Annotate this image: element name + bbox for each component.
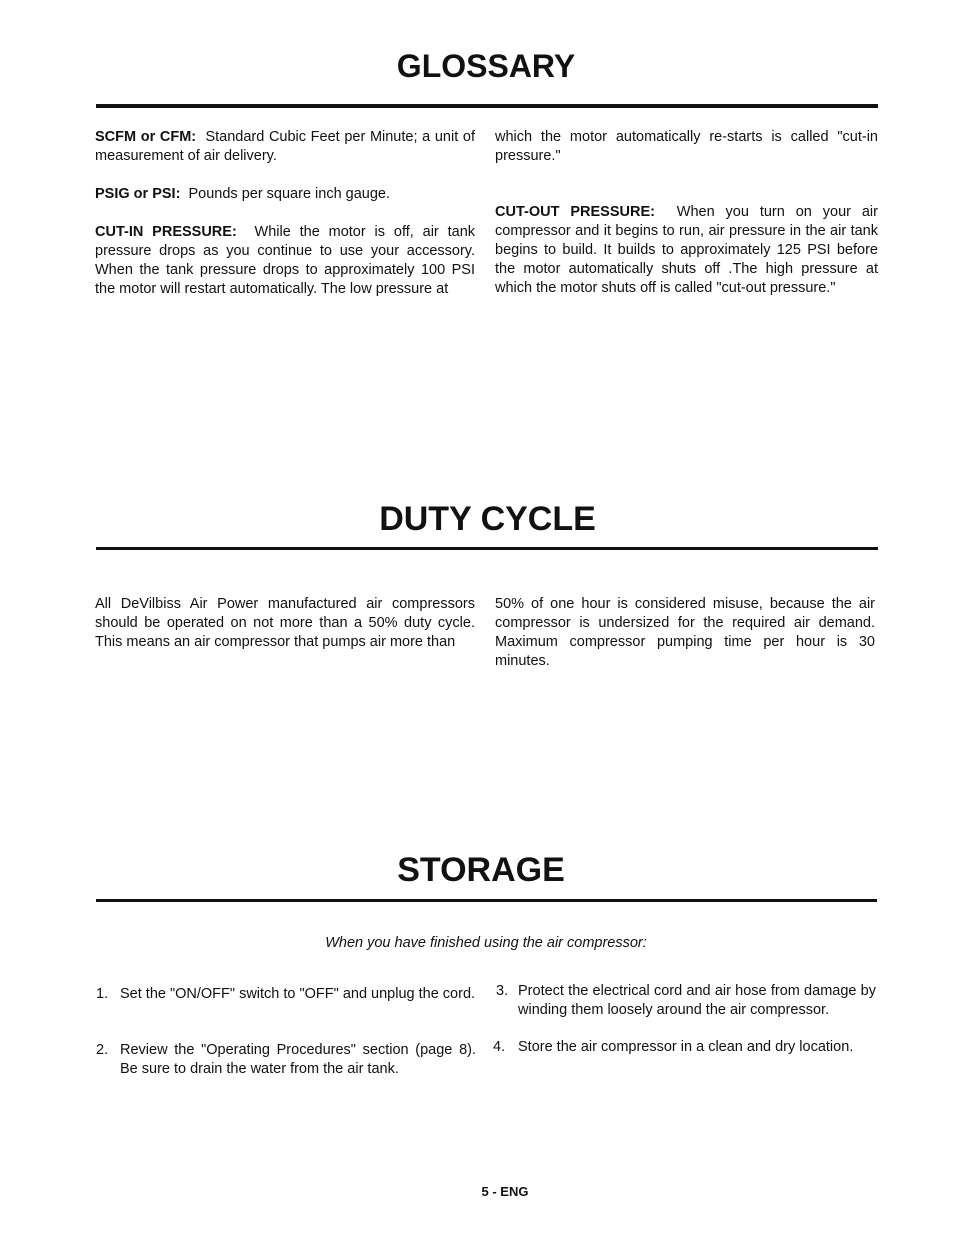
duty-cycle-title: DUTY CYCLE (379, 500, 596, 538)
step-number: 4. (493, 1039, 506, 1055)
step-text: Review the "Operating Procedures" section (page 8). Be sure to drain the water from the air tank. (120, 1042, 476, 1077)
storage-step-4 (493, 1038, 878, 1057)
glossary-rule (96, 104, 878, 108)
glossary-title: GLOSSARY (396, 48, 576, 84)
glossary-entry-scfm (95, 128, 475, 166)
def-cutout: When you turn on your air compressor and it begins to run, air pressure in the air tank begins to build. It builds to approximately 125 PSI before the motor automatically shuts off .The high pressure at which the motor shuts off is called "cut-out pressure." (495, 204, 878, 296)
def-cutin: While the motor is off, air tank pressure drops as you continue to use your accessory. When the tank pressure drops to approximately 100 PSI the motor will restart automatically. The low pressure at (95, 224, 476, 297)
step-number: 1. (96, 986, 109, 1002)
step-number: 2. (96, 1042, 109, 1058)
term-psig: PSIG or PSI: (95, 186, 181, 202)
storage-title: STORAGE (397, 851, 565, 889)
def-psig: Pounds per square inch gauge. (188, 186, 391, 202)
storage-step-1 (96, 985, 476, 1004)
step-text: Store the air compressor in a clean and dry location. (518, 1039, 854, 1055)
term-cutin: CUT-IN PRESSURE: (95, 224, 237, 240)
duty-cycle-text-right: 50% of one hour is considered misuse, because the air compressor is undersized for the required air demand. Maximum compressor pumping time per hour is 30 minutes. (495, 596, 875, 669)
glossary-entry-psig (95, 185, 475, 204)
step-number: 3. (496, 983, 509, 999)
def-cutin-continued: which the motor automatically re-starts is called "cut-in pressure." (495, 129, 878, 164)
storage-intro: When you have finished using the air compressor: (325, 935, 647, 951)
term-cutout: CUT-OUT PRESSURE: (495, 204, 655, 220)
page-number: 5 - ENG (481, 1184, 529, 1199)
glossary-col-left (95, 128, 475, 299)
storage-step-2 (96, 1041, 476, 1079)
duty-cycle-col-right (495, 595, 875, 671)
duty-cycle-col-left (95, 595, 475, 652)
storage-step-3 (496, 982, 876, 1020)
def-scfm: Standard Cubic Feet per Minute; a unit of measurement of air delivery. (95, 129, 475, 164)
step-text: Protect the electrical cord and air hose from damage by winding them loosely around the air compressor. (518, 983, 876, 1018)
term-scfm: SCFM or CFM: (95, 129, 197, 145)
duty-cycle-text-left: All DeVilbiss Air Power manufactured air compressors should be operated on not more than a 50% duty cycle. This means an air compressor that pumps air more than (95, 596, 475, 650)
glossary-entry-cutout (495, 203, 878, 298)
step-text: Set the "ON/OFF" switch to "OFF" and unplug the cord. (120, 986, 476, 1002)
storage-rule (96, 899, 877, 902)
glossary-col-right (495, 128, 878, 298)
duty-cycle-rule (96, 547, 878, 550)
glossary-entry-cutin (95, 223, 475, 299)
